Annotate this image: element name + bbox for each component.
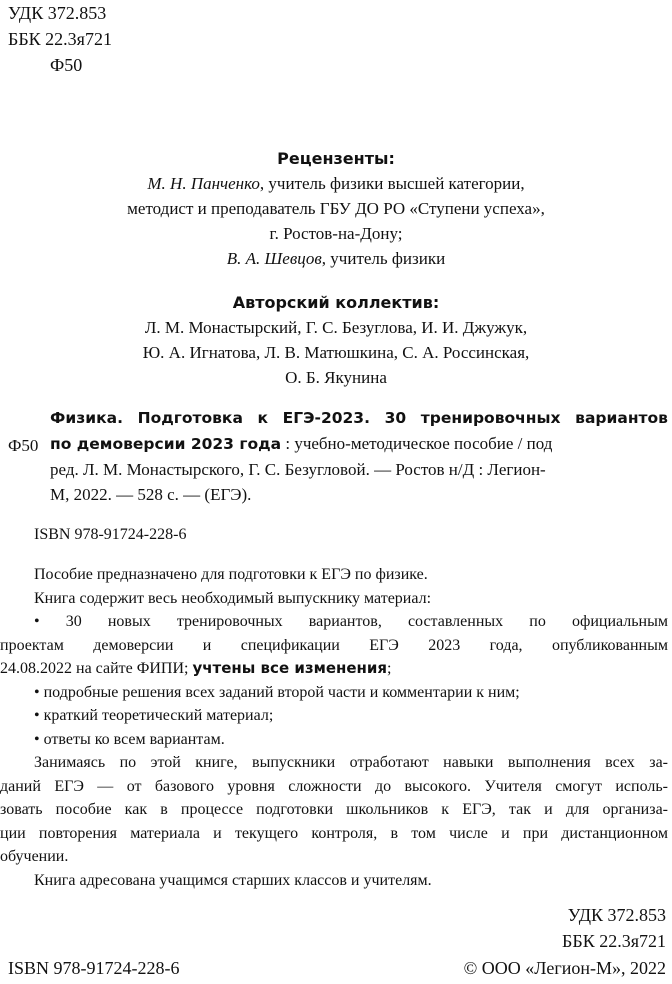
isbn-bottom: ISBN 978-91724-228-6 xyxy=(8,958,180,978)
udk-code-bottom: УДК 372.853 xyxy=(567,905,666,925)
authors-line3: О. Б. Якунина xyxy=(285,368,387,387)
authors-line2: Ю. А. Игнатова, Л. В. Матюшкина, С. А. Россинская, xyxy=(142,343,530,362)
book-publication-line: М, 2022. — 528 с. — (ЕГЭ). xyxy=(50,485,252,504)
annotation-p3-line2: даний ЕГЭ — от базового уровня сложности до высокого. Учителя смогут исполь- xyxy=(0,777,668,795)
bullet-1-emphasis: учтены все изменения xyxy=(192,659,388,677)
reviewer-1-line2: методист и преподаватель ГБУ ДО РО «Ступени успеха», xyxy=(127,199,545,218)
biblio-author-mark: Ф50 xyxy=(8,436,39,455)
reviewer-2-name: В. А. Шевцов xyxy=(226,249,322,268)
biblio-record xyxy=(50,406,668,507)
bullet-2: • подробные решения всех заданий второй части и комментарии к ним; xyxy=(34,683,520,701)
annotation xyxy=(0,563,668,892)
reviewer-1-line xyxy=(0,171,672,196)
reviewer-2-role: , учитель физики xyxy=(321,249,446,268)
bullet-4: • ответы ко всем вариантам. xyxy=(34,730,225,748)
annotation-p3-line1: Занимаясь по этой книге, выпускники отработают навыки выполнения всех за- xyxy=(34,754,668,771)
book-editors-line: ред. Л. М. Монастырского, Г. С. Безугловой. — Ростов н/Д : Легион- xyxy=(50,460,546,479)
bullet-1-line2: проектам демоверсии и спецификации ЕГЭ 2023 года, опубликованным xyxy=(0,636,668,654)
authors-block xyxy=(0,290,672,390)
book-description: : учебно-методическое пособие / под xyxy=(281,434,553,453)
annotation-audience: Книга адресована учащимся старших классов и учителям. xyxy=(34,871,432,889)
authors-line1: Л. М. Монастырский, Г. С. Безуглова, И. И. Джужук, xyxy=(144,318,528,337)
copyright-notice: © ООО «Легион-М», 2022 xyxy=(463,958,666,978)
bbk-code-bottom: ББК 22.3я721 xyxy=(562,931,666,951)
bullet-1-line3-text: 24.08.2022 на сайте ФИПИ; xyxy=(0,660,193,677)
annotation-p3-line3: зовать пособие как в процессе подготовки школьников к ЕГЭ, так и для организа- xyxy=(0,801,668,818)
book-title-line1: Физика. Подготовка к ЕГЭ-2023. 30 тренировочных вариантов xyxy=(50,409,668,427)
bullet-1-line3 xyxy=(0,657,668,681)
annotation-p3-line4: ции повторения материала и текущего контроля, в том числе и при дистанционном xyxy=(0,824,668,842)
annotation-p3-line5: обучении. xyxy=(0,848,69,865)
book-title-part2: по демоверсии 2023 года xyxy=(50,435,282,453)
isbn-top: ISBN 978-91724-228-6 xyxy=(34,526,187,543)
reviewer-1-line3: г. Ростов-на-Дону; xyxy=(269,224,403,243)
bullet-3: • краткий теоретический материал; xyxy=(34,707,274,724)
reviewer-1-name: М. Н. Панченко xyxy=(147,174,260,193)
book-title-line2 xyxy=(50,431,668,457)
authors-heading: Авторский коллектив: xyxy=(232,293,440,312)
reviewer-1-role: , учитель физики высшей категории, xyxy=(259,174,525,193)
bbk-code-top: ББК 22.3я721 xyxy=(8,29,112,49)
reviewers-heading: Рецензенты: xyxy=(277,149,395,168)
reviewers-block xyxy=(0,146,672,271)
bullet-1-line1: • 30 новых тренировочных вариантов, составленных по официальным xyxy=(34,613,668,630)
bullet-1-line3-end: ; xyxy=(387,660,392,677)
annotation-contents-intro: Книга содержит весь необходимый выпускнику материал: xyxy=(34,589,432,607)
udk-code-top: УДК 372.853 xyxy=(8,3,107,23)
author-mark-top: Ф50 xyxy=(50,55,83,75)
reviewer-2-line xyxy=(0,246,672,271)
annotation-purpose: Пособие предназначено для подготовки к ЕГЭ по физике. xyxy=(34,566,428,583)
